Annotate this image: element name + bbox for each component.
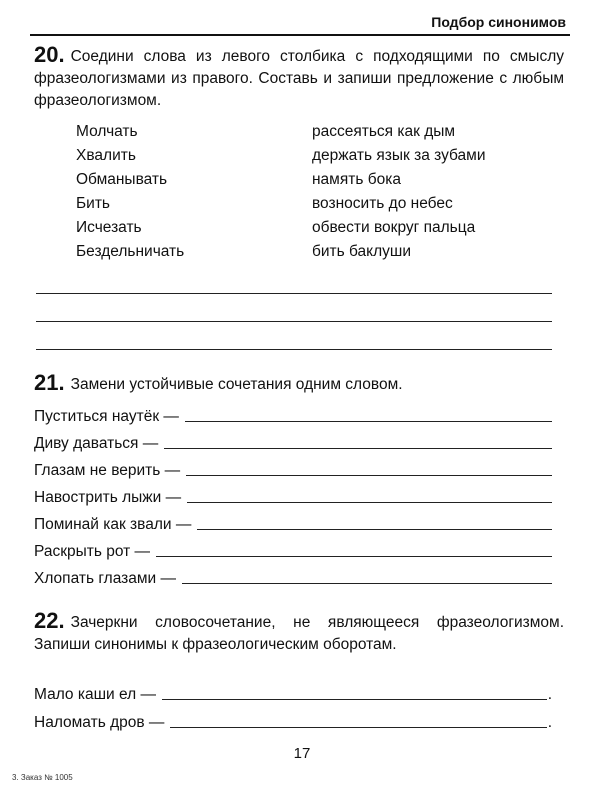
phrase-label: Мало каши ел — <box>34 686 156 703</box>
left-word: Обманывать <box>76 171 168 188</box>
exercise-21 <box>34 372 564 396</box>
fill-in-row <box>34 710 552 732</box>
fill-in-row <box>34 682 552 704</box>
phrase-label: Хлопать глазами — <box>34 570 176 587</box>
fill-in-line[interactable] <box>170 727 546 728</box>
fill-in-row <box>34 431 552 453</box>
fill-in-row <box>34 458 552 480</box>
fill-in-row <box>34 566 552 588</box>
exercise-20-task <box>34 44 564 112</box>
left-word: Исчезать <box>76 219 142 236</box>
phrase-label: Пуститься наутёк — <box>34 408 179 425</box>
fill-in-row <box>34 512 552 534</box>
fill-in-line[interactable] <box>156 556 552 557</box>
exercise-22-task <box>34 610 564 656</box>
page-number: 17 <box>293 745 311 762</box>
fill-in-line[interactable] <box>164 448 552 449</box>
fill-in-row <box>34 404 552 426</box>
fill-in-line[interactable] <box>186 475 552 476</box>
fill-in-row <box>34 485 552 507</box>
right-phrase: держать язык за зубами <box>312 147 486 164</box>
print-order-note: 3. Заказ № 1005 <box>12 773 73 782</box>
right-phrase: намять бока <box>312 171 401 188</box>
left-word: Молчать <box>76 123 138 140</box>
exercise-20-text: Соедини слова из левого столбика с подходящими по смыслу фразеологизмами из правого. Составь и запиши предложение с любым фразеологизмом. <box>34 48 564 109</box>
phrase-label: Наломать дров — <box>34 714 165 731</box>
phrase-label: Глазам не верить — <box>34 462 181 479</box>
fill-in-line[interactable] <box>162 699 547 700</box>
left-word-column <box>76 120 184 264</box>
left-word: Хвалить <box>76 147 136 164</box>
fill-in-line[interactable] <box>182 583 552 584</box>
answer-line[interactable] <box>36 321 552 322</box>
right-phrase-column <box>312 120 486 264</box>
exercise-21-task <box>34 372 564 396</box>
exercise-22-text: Зачеркни словосочетание, не являющееся фразеологизмом. Запиши синонимы к фразеологическим оборотам. <box>34 614 564 653</box>
fill-in-line[interactable] <box>187 502 552 503</box>
header-divider <box>30 34 570 36</box>
end-period: . <box>547 686 552 703</box>
phrase-label: Раскрыть рот — <box>34 543 151 560</box>
exercise-20 <box>34 44 564 112</box>
right-phrase: рассеяться как дым <box>312 123 456 140</box>
answer-line[interactable] <box>36 293 552 294</box>
exercise-21-text: Замени устойчивые сочетания одним словом. <box>70 376 403 393</box>
fill-in-line[interactable] <box>185 421 552 422</box>
left-word: Бездельничать <box>76 243 185 260</box>
right-phrase: обвести вокруг пальца <box>312 219 476 236</box>
fill-in-row <box>34 539 552 561</box>
end-period: . <box>547 714 552 731</box>
right-phrase: возносить до небес <box>312 195 453 212</box>
left-word: Бить <box>76 195 111 212</box>
phrase-label: Навострить лыжи — <box>34 489 182 506</box>
phrase-label: Поминай как звали — <box>34 516 192 533</box>
fill-in-line[interactable] <box>197 529 552 530</box>
exercise-21-number: 21. <box>34 370 65 395</box>
section-title: Подбор синонимов <box>431 14 566 30</box>
right-phrase: бить баклуши <box>312 243 412 260</box>
phrase-label: Диву даваться — <box>34 435 159 452</box>
exercise-20-number: 20. <box>34 42 65 67</box>
exercise-22 <box>34 610 564 656</box>
answer-line[interactable] <box>36 349 552 350</box>
exercise-22-number: 22. <box>34 608 65 633</box>
